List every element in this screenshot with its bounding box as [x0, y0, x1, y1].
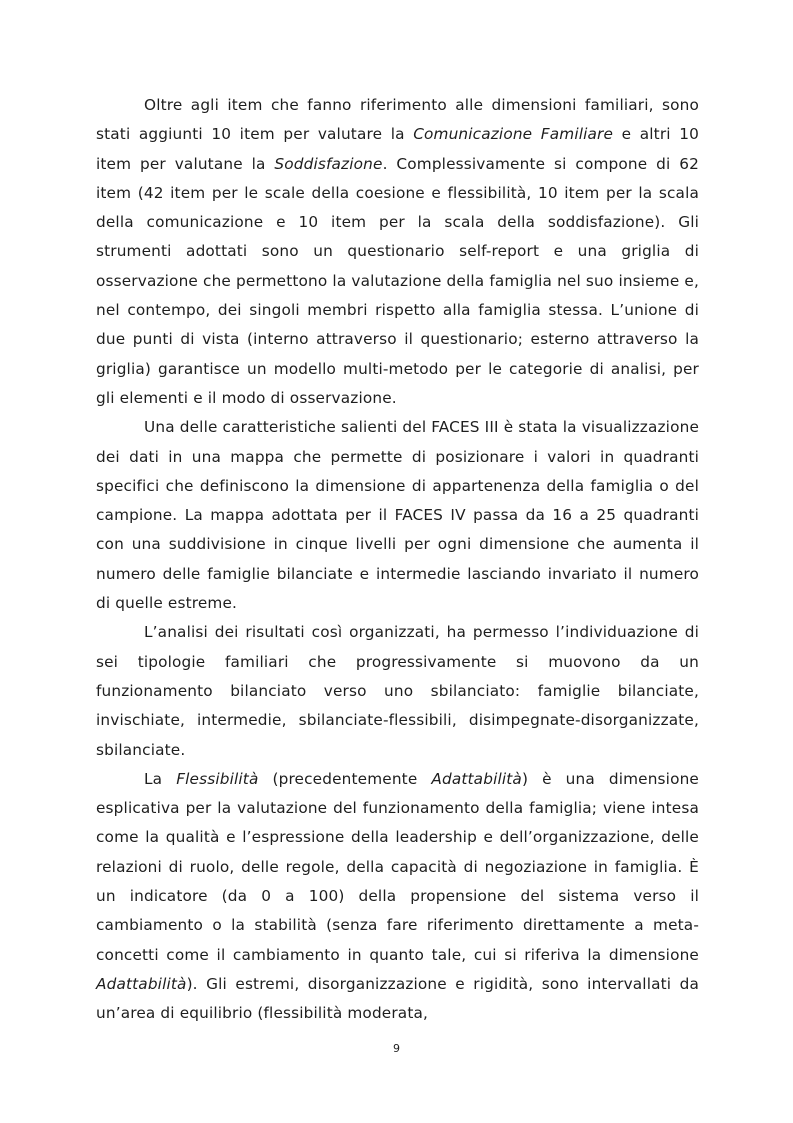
text-run: ) è una dimensione esplicativa per la valutazione del funzionamento della famiglia; viene intesa come la qualità e l’espressione della leadership e dell’organizzazione, delle relazioni di ruolo, delle regole, della capacità di negoziazione in famiglia. È un indicatore (da 0 a 100) della propensione del sistema verso il cambiamento o la stabilità (senza fare riferimento direttamente a meta-concetti come il cambiamento in quanto tale, cui si riferiva la dimensione — [96, 769, 699, 964]
text-run: Una delle caratteristiche salienti del FACES III è stata la visualizzazione dei dati in una mappa che permette di posizionare i valori in quadranti specifici che definiscono la dimensione di appartenenza della famiglia o del campione. La mappa adottata per il FACES IV passa da 16 a 25 quadranti con una suddivisione in cinque livelli per ogni dimensione che aumenta il numero delle famiglie bilanciate e intermedie lasciando invariato il numero di quelle estreme. — [96, 418, 699, 613]
paragraph — [96, 765, 699, 1029]
italic-term: Soddisfazione — [274, 154, 383, 173]
paragraph — [96, 91, 699, 413]
italic-term: Adattabilità — [96, 974, 187, 993]
text-run: . Complessivamente si compone di 62 item (42 item per le scale della coesione e flessibilità, 10 item per la scala della comunicazione e 10 item per la scala della soddisfazione). Gli strumenti adottati sono un questionario self-report e una griglia di osservazione che permettono la valutazione della famiglia nel suo insieme e, nel contempo, dei singoli membri rispetto alla famiglia stessa. L’unione di due punti di vista (interno attraverso il questionario; esterno attraverso la griglia) garantisce un modello multi-metodo per le categorie di analisi, per gli elementi e il modo di osservazione. — [96, 154, 699, 407]
italic-term: Adattabilità — [431, 769, 522, 788]
text-run: La — [144, 769, 177, 788]
text-run: (precedentemente — [258, 769, 432, 788]
paragraph — [96, 413, 699, 618]
italic-term: Comunicazione Familiare — [413, 125, 614, 144]
text-run: ). Gli estremi, disorganizzazione e rigidità, sono intervallati da un’area di equilibrio (flessibilità moderata, — [96, 974, 699, 1023]
text-run: L’analisi dei risultati così organizzati, ha permesso l’individuazione di sei tipologie familiari che progressivamente si muovono da un funzionamento bilanciato verso uno sbilanciato: famiglie bilanciate, invischiate, intermedie, sbilanciate-flessibili, disimpegnate-disorganizzate, sbilanciate. — [96, 623, 699, 759]
text-run: Oltre agli item che fanno riferimento alle dimensioni familiari, sono stati aggiunti 10 item per valutare la — [96, 96, 699, 144]
italic-term: Flessibilità — [176, 769, 259, 788]
paragraph — [96, 618, 699, 764]
page-number: 9 — [393, 1042, 400, 1055]
body-text — [96, 91, 699, 1029]
text-run: e altri 10 item per valutane la — [96, 125, 699, 173]
